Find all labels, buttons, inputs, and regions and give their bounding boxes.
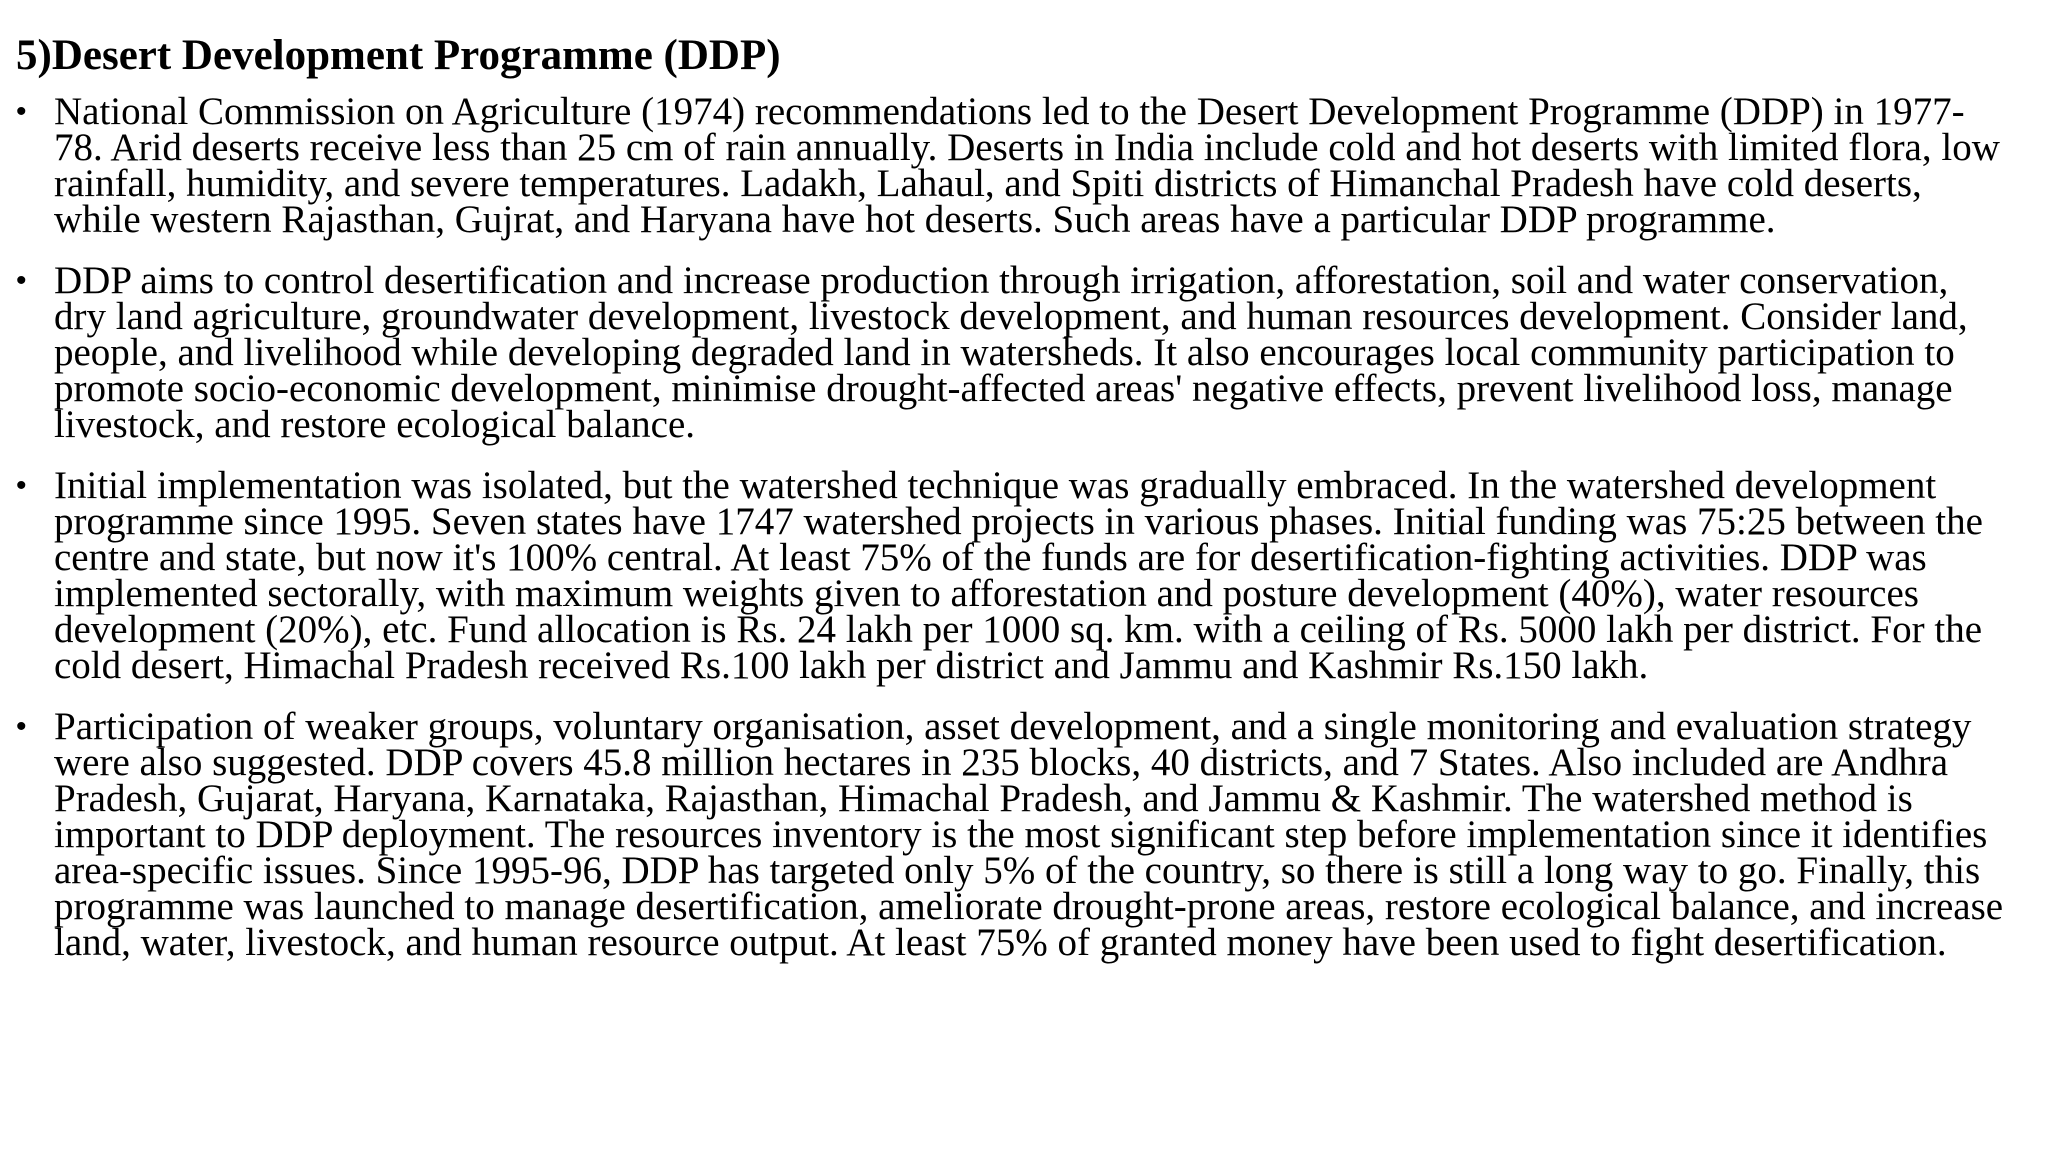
bullet-marker: • [16, 469, 27, 502]
bullet-text: National Commission on Agriculture (1974) recommendations led to the Desert Development Programme (DDP) in 1977-78. Arid deserts receive less than 25 cm of rain annually. Deserts in India include cold and hot deserts with limited flora, low rainfall, humidity, and severe temperatures. Ladakh, Lahaul, and Spiti districts of Himanchal Pradesh have cold deserts, while western Rajasthan, Gujrat, and Haryana have hot deserts. Such areas have a particular DDP programme. [54, 90, 2000, 241]
bullet-marker: • [16, 264, 27, 297]
bullet-text: Initial implementation was isolated, but the watershed technique was gradually embraced. In the watershed development programme since 1995. Seven states have 1747 watershed projects in various phases. Initial funding was 75:25 between the centre and state, but now it's 100% central. At least 75% of the funds are for desertification-fighting activities. DDP was implemented sectorally, with maximum weights given to afforestation and posture development (40%), water resources development (20%), etc. Fund allocation is Rs. 24 lakh per 1000 sq. km. with a ceiling of Rs. 5000 lakh per district. For the cold desert, Himachal Pradesh received Rs.100 lakh per district and Jammu and Kashmir Rs.150 lakh. [54, 464, 1983, 687]
bullet-text: Participation of weaker groups, voluntary organisation, asset development, and a single monitoring and evaluation strategy were also suggested. DDP covers 45.8 million hectares in 235 blocks, 40 districts, and 7 States. Also included are Andhra Pradesh, Gujarat, Haryana, Karnataka, Rajasthan, Himachal Pradesh, and Jammu & Kashmir. The watershed method is important to DDP deployment. The resources inventory is the most significant step before implementation since it identifies area-specific issues. Since 1995-96, DDP has targeted only 5% of the country, so there is still a long way to go. Finally, this programme was launched to manage desertification, ameliorate drought-prone areas, restore ecological balance, and increase land, water, livestock, and human resource output. At least 75% of granted money have been used to fight desertification. [54, 705, 2004, 964]
bullet-list [16, 90, 2032, 964]
bullet-text: DDP aims to control desertification and increase production through irrigation, afforestation, soil and water conservation, dry land agriculture, groundwater development, livestock development, and human resources development. Consider land, people, and livelihood while developing degraded land in watersheds. It also encourages local community participation to promote socio-economic development, minimise drought-affected areas' negative effects, prevent livelihood loss, manage livestock, and restore ecological balance. [54, 259, 1968, 446]
bullet-marker: • [16, 95, 27, 128]
bullet-item-ddp-implementation [16, 464, 2006, 687]
bullet-item-ddp-aims [16, 259, 2006, 446]
bullet-item-ddp-origin [16, 90, 2006, 241]
slide-title: 5)Desert Development Programme (DDP) [16, 32, 781, 79]
bullet-item-ddp-coverage [16, 705, 2006, 964]
bullet-marker: • [16, 710, 27, 743]
